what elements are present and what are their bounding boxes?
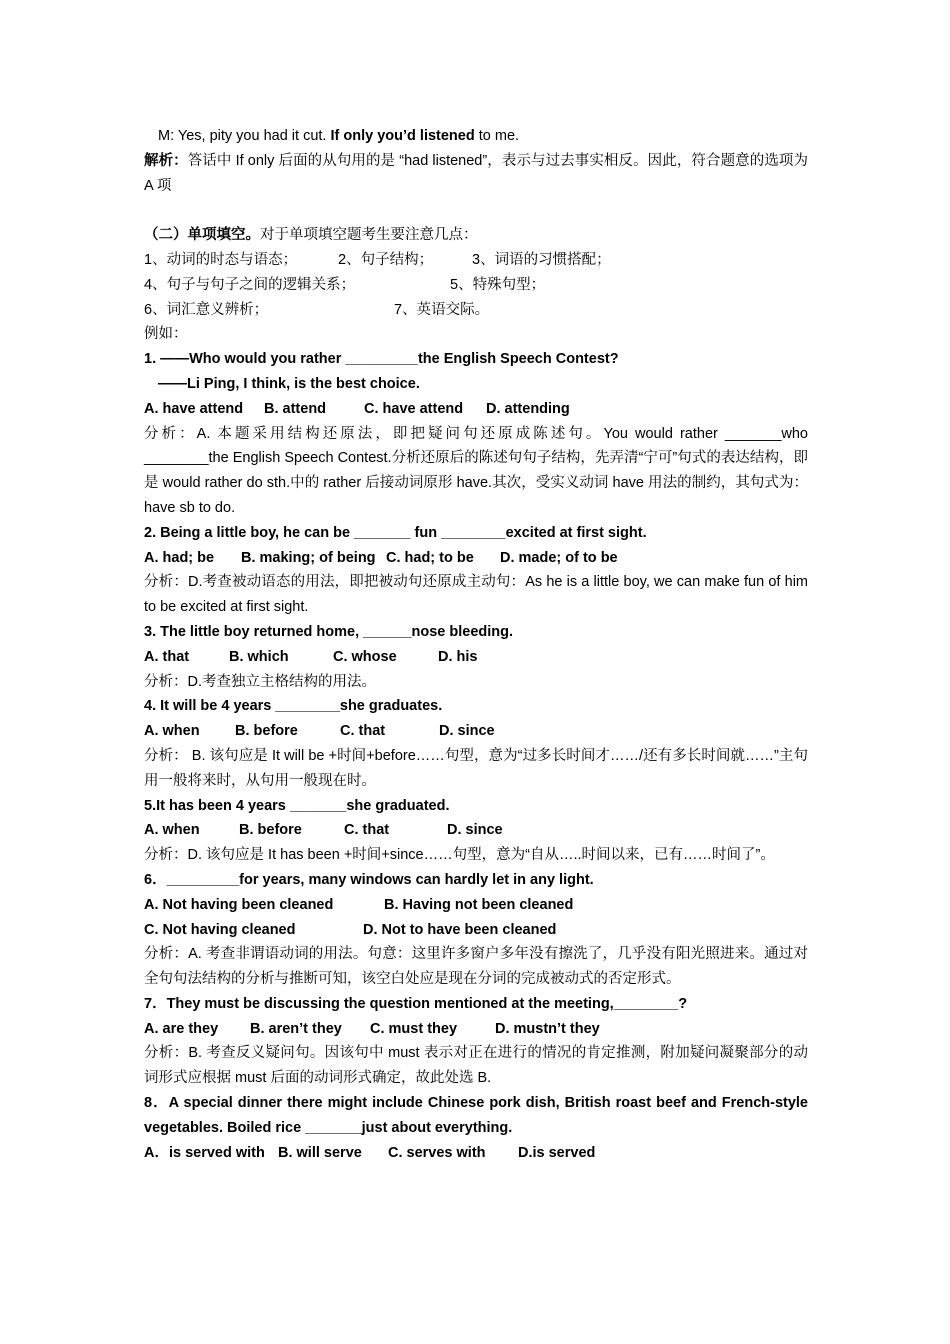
question-6-options-1: A. Not having been cleaned B. Having not been cleaned <box>144 896 574 913</box>
question-4-options: A. when B. before C. that D. since <box>144 723 495 740</box>
question-5-stem: 5.It has been 4 years _______she graduated. <box>144 797 450 814</box>
question-7-options: A. are they B. aren’t they C. must they D. mustn’t they <box>144 1020 600 1037</box>
question-5-options: A. when B. before C. that D. since <box>144 822 503 839</box>
question-8-stem: 8．A special dinner there might include Chinese pork dish, British roast beef and French-style vegetables. Boiled rice _______just about everything. <box>144 1095 808 1136</box>
question-2-stem: 2. Being a little boy, he can be _______ fun ________excited at first sight. <box>144 524 647 541</box>
example-label: 例如： <box>144 326 188 343</box>
section-heading: （二）单项填空。对于单项填空题考生要注意几点： <box>144 227 478 244</box>
points-row-2: 4、句子与句子之间的逻辑关系； 5、特殊句型； <box>144 276 546 293</box>
points-row-3: 6、词汇意义辨析； 7、英语交际。 <box>144 301 490 318</box>
question-3-stem: 3. The little boy returned home, ______nose bleeding. <box>144 623 514 640</box>
question-2-analysis: 分析：D.考查被动语态的用法，即把被动句还原成主动句：As he is a little boy, we can make fun of him to be excited at first sight. <box>144 574 808 616</box>
points-row-1: 1、动词的时态与语态； 2、句子结构； 3、词语的习惯搭配； <box>144 251 611 268</box>
question-5-analysis: 分析：D. 该句应是 It has been +时间+since……句型，意为“自从…..时间以来，已有……时间了”。 <box>144 847 775 864</box>
document-page <box>144 124 808 1165</box>
question-1-stem: 1. ——Who would you rather _________the English Speech Contest? <box>144 351 619 368</box>
dialogue-line: M: Yes, pity you had it cut. If only you’d listened to me. <box>158 128 520 144</box>
question-6-stem: 6．_________for years, many windows can hardly let in any light. <box>144 871 594 888</box>
question-1-options: A. have attend B. attend C. have attend D. attending <box>144 400 570 417</box>
question-1-stem-2: ——Li Ping, I think, is the best choice. <box>158 375 420 392</box>
question-2-options: A. had; be B. making; of being C. had; to be D. made; of to be <box>144 549 618 566</box>
question-4-analysis: 分析： B. 该句应是 It will be +时间+before……句型，意为“过多长时间才……/还有多长时间就……”主句用一般将来时，从句用一般现在时。 <box>144 747 808 789</box>
analysis-label: 解析： <box>144 152 188 169</box>
question-4-stem: 4. It will be 4 years ________she graduates. <box>144 698 443 715</box>
question-3-analysis: 分析：D.考查独立主格结构的用法。 <box>144 673 376 690</box>
question-6-options-2: C. Not having cleaned D. Not to have been cleaned <box>144 921 557 938</box>
question-6-analysis: 分析：A. 考查非谓语动词的用法。句意：这里许多窗户多年没有擦洗了，几乎没有阳光照进来。通过对全句句法结构的分析与推断可知，该空白处应是现在分词的完成被动式的否定形式。 <box>144 946 808 988</box>
question-7-analysis: 分析：B. 考查反义疑问句。因该句中 must 表示对正在进行的情况的肯定推测，附加疑问凝聚部分的动词形式应根据 must 后面的动词形式确定，故此处选 B. <box>144 1045 808 1087</box>
question-7-stem: 7．They must be discussing the question mentioned at the meeting,________? <box>144 995 688 1012</box>
question-3-options: A. that B. which C. whose D. his <box>144 648 478 665</box>
intro-analysis: 解析：答话中 If only 后面的从句用的是 “had listened”，表示与过去事实相反。因此，符合题意的选项为 A 项 <box>144 152 809 194</box>
question-1-analysis: 分析：A. 本题采用结构还原法，即把疑问句还原成陈述句。You would rather _______who ________the English Speech Contest.分析还原后的陈述句句子结构，先弄清“宁可”句式的表达结构，即是 would rather do sth.中的 rather 后接动词原形 have.其次，受实义动词 have 用法的制约，其句式为：have sb to do. <box>144 425 808 516</box>
question-8-options: A．is served with B. will serve C. serves with D.is served <box>144 1144 596 1161</box>
